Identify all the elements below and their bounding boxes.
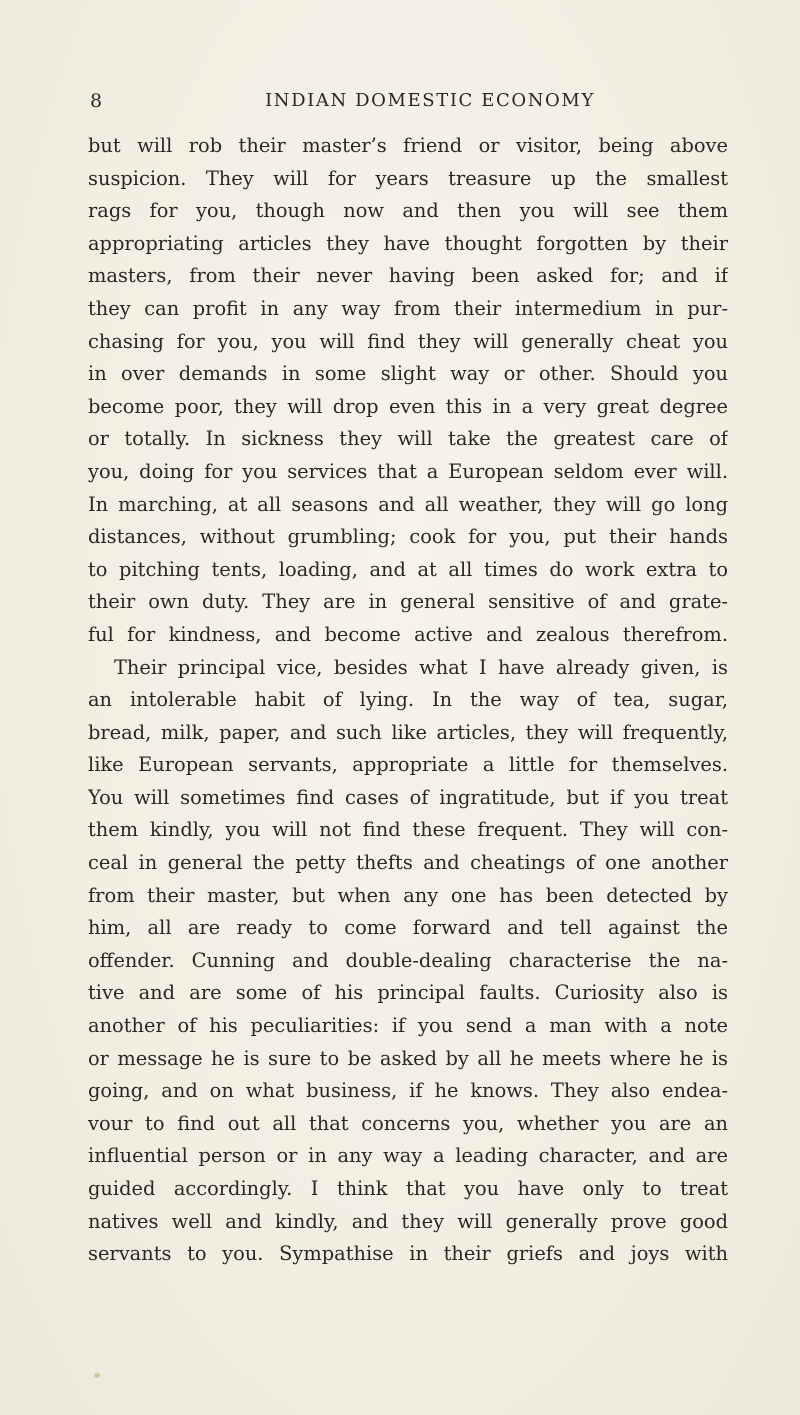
running-head <box>90 90 730 120</box>
text-line: their own duty. They are in general sensitive of and grate- <box>88 590 728 614</box>
ink-smudge <box>94 1373 100 1378</box>
text-line: ful for kindness, and become active and zealous therefrom. <box>88 622 728 646</box>
body-text <box>88 130 728 1271</box>
page-number: 8 <box>90 90 104 112</box>
text-line: You will sometimes find cases of ingratitude, but if you treat <box>88 785 728 809</box>
text-line: from their master, but when any one has been detected by <box>88 883 728 907</box>
running-head-title: INDIAN DOMESTIC ECONOMY <box>265 90 595 111</box>
text-line: chasing for you, you will find they will generally cheat you <box>88 329 728 353</box>
text-line: they can profit in any way from their intermedium in pur- <box>88 296 728 320</box>
text-line: distances, without grumbling; cook for you, put their hands <box>88 525 728 549</box>
paragraph-start-line: Their principal vice, besides what I have already given, is <box>114 655 728 679</box>
text-line: but will rob their master’s friend or visitor, being above <box>88 134 728 157</box>
text-line: like European servants, appropriate a little for themselves. <box>88 753 728 777</box>
text-line: guided accordingly. I think that you have only to treat <box>88 1177 728 1200</box>
text-line: appropriating articles they have thought forgotten by their <box>88 231 728 255</box>
text-line: them kindly, you will not find these frequent. They will con- <box>88 818 728 842</box>
text-line: rags for you, though now and then you will see them <box>88 199 728 223</box>
text-line: or message he is sure to be asked by all he meets where he is <box>88 1046 728 1070</box>
text-line: servants to you. Sympathise in their griefs and joys with <box>88 1242 728 1266</box>
text-line: offender. Cunning and double-dealing characterise the na- <box>88 948 728 972</box>
text-line: natives well and kindly, and they will generally prove good <box>88 1209 728 1233</box>
text-line: him, all are ready to come forward and tell against the <box>88 916 728 940</box>
text-line: another of his peculiarities: if you send a man with a note <box>88 1014 728 1038</box>
text-line: vour to find out all that concerns you, whether you are an <box>88 1111 728 1135</box>
text-line: going, and on what business, if he knows. They also endea- <box>88 1079 728 1103</box>
text-line: in over demands in some slight way or other. Should you <box>88 362 728 386</box>
text-line: influential person or in any way a leading character, and are <box>88 1144 728 1168</box>
text-line: tive and are some of his principal faults. Curiosity also is <box>88 981 728 1005</box>
text-line: bread, milk, paper, and such like articles, they will frequently, <box>88 720 728 744</box>
text-line: suspicion. They will for years treasure up the smallest <box>88 166 728 190</box>
text-line: to pitching tents, loading, and at all times do work extra to <box>88 557 728 581</box>
text-line: an intolerable habit of lying. In the way of tea, sugar, <box>88 688 728 712</box>
text-line: become poor, they will drop even this in a very great degree <box>88 394 728 418</box>
text-line: or totally. In sickness they will take the greatest care of <box>88 427 728 451</box>
text-line: ceal in general the petty thefts and cheatings of one another <box>88 851 728 875</box>
text-line: you, doing for you services that a European seldom ever will. <box>88 459 728 483</box>
text-line: masters, from their never having been asked for; and if <box>88 264 728 288</box>
text-line: In marching, at all seasons and all weather, they will go long <box>88 492 728 516</box>
